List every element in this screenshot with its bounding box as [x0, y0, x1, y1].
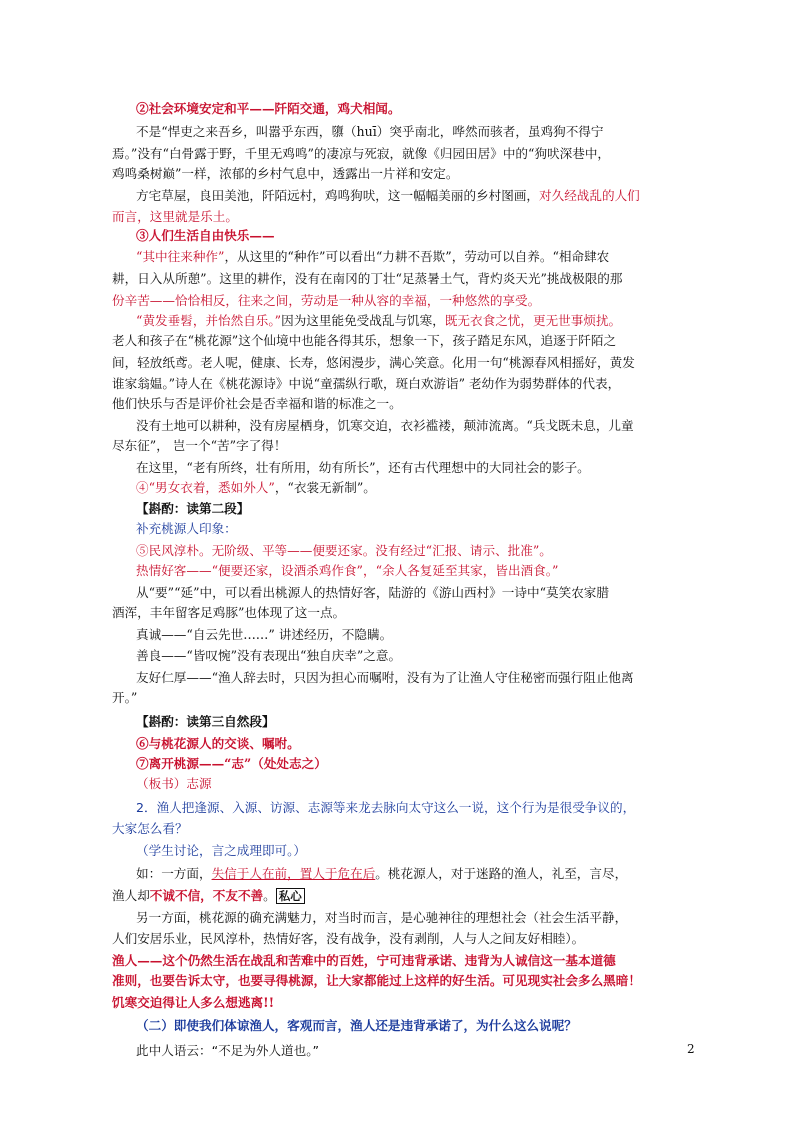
text-run: ⑤民风淳朴。无阶级、平等——便要还家。没有经过“汇报、请示、批准”。	[136, 543, 552, 558]
text-run: “其中往来种作”	[136, 249, 225, 264]
text-run: 渔人——这个仍然生活在战乱和苦难中的百姓，宁可违背承诺、违背为人诚信这一基本道德	[112, 953, 616, 968]
text-run: 如：一方面，	[136, 866, 212, 881]
text-line	[136, 542, 716, 560]
text-line	[136, 459, 716, 477]
text-run: 份辛苦——恰恰相反，往来之间，劳动是一种从容的幸福，一种悠然的享受。	[112, 293, 541, 308]
boxed-annotation: 私心	[276, 888, 305, 904]
text-run: 失信于人在前，置人于危在后	[211, 866, 376, 881]
text-run: 【斟酌：读第二段】	[136, 501, 250, 516]
text-run: 另一方面，桃花源的确充满魅力，对当时而言，是心驰神往的理想社会（社会生活平静，	[136, 910, 628, 925]
text-line	[112, 994, 692, 1012]
text-line	[136, 626, 716, 644]
text-run: 方宅草屋，良田美池，阡陌远村，鸡鸣狗吠，这一幅幅美丽的乡村图画，	[136, 188, 539, 203]
text-run: 准则，也要告诉太守，也要寻得桃源，让大家都能过上这样的好生活。可见现实社会多么黑暗！	[112, 973, 641, 988]
text-run: 谁家翁媪。”诗人在《桃花源诗》中说“童孺纵行歌，斑白欢游诣” 老幼作为弱势群体的代表，	[112, 376, 621, 391]
text-run: ，“衣裳无新制”。	[274, 480, 376, 495]
text-run: “黄发垂髫，并怡然自乐。”	[136, 313, 282, 328]
text-run: 在这里，“老有所终，壮有所用，幼有所长”，还有古代理想中的大同社会的影子。	[136, 460, 590, 475]
text-line	[112, 165, 692, 183]
text-run: 因为这里能免受战乱与饥寒，	[281, 313, 445, 328]
text-line	[112, 887, 692, 905]
text-line	[136, 735, 716, 753]
text-run: 【斟酌：读第三自然段】	[136, 714, 275, 729]
text-run: 酒浑，丰年留客足鸡豚”也体现了这一点。	[112, 605, 346, 620]
text-line	[136, 123, 716, 141]
text-line	[112, 375, 692, 393]
text-run: 焉。”没有“白骨露于野，千里无鸡鸣”的凄凉与死寂，就像《归园田居》中的“狗吠深巷中，	[112, 146, 611, 161]
text-run: 不诚不信，不友不善	[149, 888, 264, 903]
text-run: 间，轻放纸鸢。老人呢，健康、长寿，悠闲漫步，满心笑意。化用一句“桃源春风相摇好，黄发	[112, 355, 635, 370]
text-line	[136, 417, 716, 435]
text-run: 既无衣食之忧，更无世事烦扰。	[444, 313, 622, 328]
text-run: 友好仁厚——“渔人辞去时，只因为担心而嘱咐，没有为了让渔人守住秘密而强行阻止他离	[136, 670, 634, 685]
text-line	[136, 479, 716, 497]
text-line	[136, 1042, 716, 1060]
text-line	[136, 562, 716, 580]
text-run: 从“要”“延”中，可以看出桃源人的热情好客，陆游的《游山西村》一诗中“莫笑农家腊	[136, 585, 609, 600]
text-run: 尽东征”， 岂一个“苦”字了得！	[112, 438, 287, 453]
text-line	[136, 248, 716, 266]
text-line	[136, 312, 716, 330]
page-number: 2	[687, 1042, 695, 1056]
text-run: ⑥与桃花源人的交谈、嘱咐。	[136, 736, 300, 751]
text-line	[112, 972, 692, 990]
text-line	[112, 930, 692, 948]
text-line	[136, 865, 716, 883]
text-run: 他们快乐与否是评价社会是否幸福和谐的标准之一。	[112, 396, 402, 411]
text-run: （板书）志源	[136, 776, 212, 791]
text-run: 对久经战乱的人们	[539, 188, 640, 203]
text-line	[112, 270, 692, 288]
text-run: 。桃花源人，对于迷路的渔人，礼至，言尽，	[375, 866, 628, 881]
text-line	[112, 689, 692, 707]
text-line	[112, 208, 692, 226]
text-run: 此中人语云：“不足为外人道也。”	[136, 1043, 320, 1058]
text-line	[112, 604, 692, 622]
text-run: ，从这里的“种作”可以看出“力耕不吾欺”，劳动可以自养。“相命肆农	[224, 249, 610, 264]
text-line	[112, 145, 692, 163]
text-run: ③人们生活自由快乐——	[136, 228, 275, 243]
text-run: ②社会环境安定和平——阡陌交通，鸡犬相闻。	[136, 101, 401, 116]
text-line	[136, 842, 716, 860]
text-run: 人们安居乐业，民风淳朴，热情好客，没有战争，没有剥削，人与人之间友好相睦）。	[112, 931, 585, 946]
text-line	[136, 1017, 716, 1035]
text-line	[136, 187, 716, 205]
text-run: 善良——“皆叹惋”没有表现出“独自庆幸”之意。	[136, 648, 402, 663]
text-run: 大家怎么看？	[112, 821, 188, 836]
text-line	[112, 332, 692, 350]
text-run: 而言，这里就是乐土。	[112, 209, 238, 224]
text-line	[136, 584, 716, 602]
text-run: 热情好客——“便要还家，设酒杀鸡作食”，“余人各复延至其家，皆出酒食。”	[136, 563, 559, 578]
text-run: （学生讨论，言之成理即可。）	[136, 843, 307, 858]
text-run: 渔人却	[112, 888, 150, 903]
text-line	[136, 713, 716, 731]
text-line	[112, 952, 692, 970]
text-run: ④“男女衣着，悉如外人”	[136, 480, 275, 495]
text-line	[112, 820, 692, 838]
text-line	[136, 100, 716, 118]
text-run: 饥寒交迫得让人多么想逃离!!	[112, 995, 275, 1010]
text-line	[136, 775, 716, 793]
text-run: 鸡鸣桑树巅”一样，浓郁的乡村气息中，透露出一片祥和安定。	[112, 166, 459, 181]
text-run: 2．渔人把逢源、入源、访源、志源等来龙去脉向太守这么一说，这个行为是很受争议的，	[136, 800, 636, 815]
text-line	[136, 227, 716, 245]
text-run: 不是“悍吏之来吾乡，叫嚣乎东西，隳（huī）突乎南北，哗然而骇者，虽鸡狗不得宁	[136, 124, 604, 139]
text-line	[136, 669, 716, 687]
text-run: 补充桃源人印象：	[136, 521, 237, 536]
text-line	[112, 292, 692, 310]
text-line	[112, 437, 692, 455]
text-line	[136, 799, 716, 817]
text-run: （二）即使我们体谅渔人，客观而言，渔人还是违背承诺了，为什么这么说呢？	[136, 1018, 577, 1033]
text-run: 没有土地可以耕种，没有房屋栖身，饥寒交迫，衣衫褴褛，颠沛流离。“兵戈既未息，儿童	[136, 418, 634, 433]
text-run: 老人和孩子在“桃花源”这个仙境中也能各得其乐，想象一下，孩子踏足东风，追逐于阡陌之	[112, 333, 617, 348]
text-line	[112, 354, 692, 372]
text-run: 真诚——“自云先世……” 讲述经历，不隐瞒。	[136, 627, 393, 642]
text-run: 开。”	[112, 690, 138, 705]
text-run: 。	[263, 888, 276, 903]
text-line	[136, 647, 716, 665]
text-line	[136, 500, 716, 518]
text-line	[136, 520, 716, 538]
text-line	[112, 395, 692, 413]
text-line	[136, 755, 716, 773]
text-run: ⑦离开桃源——“志”（处处志之）	[136, 756, 327, 771]
text-line	[136, 909, 716, 927]
text-run: 耕，日入从所憩”。这里的耕作，没有在南冈的丁壮“足蒸暑土气，背灼炎天光”挑战极限的那	[112, 271, 623, 286]
